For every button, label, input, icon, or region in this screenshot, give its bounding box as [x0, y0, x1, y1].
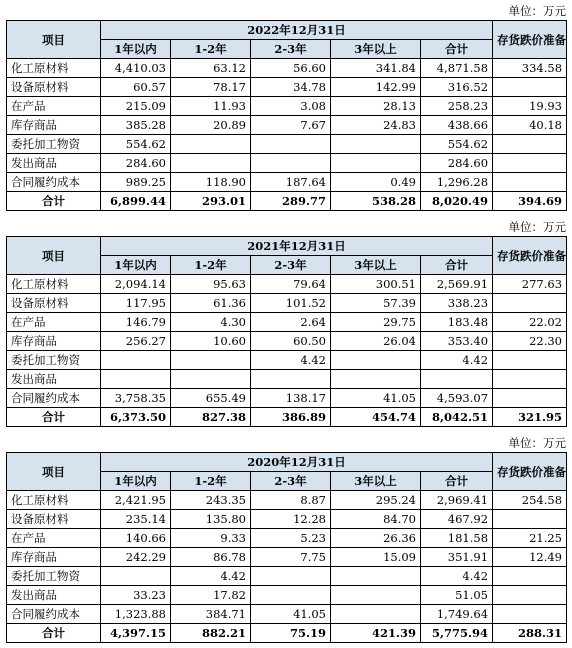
cell-provision: 254.58 [493, 491, 567, 510]
cell-value [101, 370, 171, 389]
total-value: 882.21 [171, 624, 251, 643]
total-provision: 394.69 [493, 192, 567, 211]
cell-value: 187.64 [251, 173, 331, 192]
header-col: 1年以内 [101, 256, 171, 275]
cell-value: 2,094.14 [101, 275, 171, 294]
cell-value: 15.09 [331, 548, 421, 567]
total-label: 合计 [7, 408, 101, 427]
cell-value: 138.17 [251, 389, 331, 408]
cell-value: 2,421.95 [101, 491, 171, 510]
row-label: 发出商品 [7, 586, 101, 605]
cell-value [331, 351, 421, 370]
cell-provision [493, 370, 567, 389]
table-row [7, 97, 567, 116]
header-col: 合计 [421, 40, 493, 59]
cell-value: 181.58 [421, 529, 493, 548]
cell-provision [493, 135, 567, 154]
cell-value: 0.49 [331, 173, 421, 192]
cell-value: 4,410.03 [101, 59, 171, 78]
header-col: 3年以上 [331, 40, 421, 59]
total-row [7, 408, 567, 427]
header-date: 2021年12月31日 [101, 237, 493, 256]
cell-value: 4.42 [421, 351, 493, 370]
cell-value: 34.78 [251, 78, 331, 97]
header-col: 3年以上 [331, 472, 421, 491]
cell-value: 142.99 [331, 78, 421, 97]
total-label: 合计 [7, 624, 101, 643]
cell-value: 284.60 [101, 154, 171, 173]
header-row [7, 237, 567, 256]
cell-value [171, 154, 251, 173]
cell-value: 1,749.64 [421, 605, 493, 624]
cell-value [101, 567, 171, 586]
cell-value: 5.23 [251, 529, 331, 548]
row-label: 化工原材料 [7, 275, 101, 294]
cell-provision [493, 567, 567, 586]
cell-value: 101.52 [251, 294, 331, 313]
cell-value: 1,296.28 [421, 173, 493, 192]
table-row [7, 548, 567, 567]
row-label: 化工原材料 [7, 59, 101, 78]
cell-value: 41.05 [331, 389, 421, 408]
cell-value: 385.28 [101, 116, 171, 135]
cell-value: 2,969.41 [421, 491, 493, 510]
table-row [7, 605, 567, 624]
cell-value: 467.92 [421, 510, 493, 529]
row-label: 库存商品 [7, 116, 101, 135]
row-label: 合同履约成本 [7, 389, 101, 408]
header-date: 2022年12月31日 [101, 21, 493, 40]
cell-provision: 21.25 [493, 529, 567, 548]
header-col: 2-3年 [251, 40, 331, 59]
cell-provision [493, 173, 567, 192]
cell-provision [493, 389, 567, 408]
table-row [7, 59, 567, 78]
table-row [7, 116, 567, 135]
cell-value: 353.40 [421, 332, 493, 351]
table-row [7, 332, 567, 351]
cell-value: 4.42 [251, 351, 331, 370]
cell-value: 29.75 [331, 313, 421, 332]
cell-value [331, 135, 421, 154]
total-value: 75.19 [251, 624, 331, 643]
cell-value: 7.75 [251, 548, 331, 567]
row-label: 化工原材料 [7, 491, 101, 510]
cell-value: 17.82 [171, 586, 251, 605]
cell-value: 4.42 [421, 567, 493, 586]
header-provision: 存货跌价准备 [493, 237, 567, 275]
cell-value: 57.39 [331, 294, 421, 313]
cell-value: 26.04 [331, 332, 421, 351]
cell-provision: 334.58 [493, 59, 567, 78]
table-row [7, 275, 567, 294]
cell-value: 41.05 [251, 605, 331, 624]
row-label: 合同履约成本 [7, 605, 101, 624]
cell-value: 242.29 [101, 548, 171, 567]
cell-value: 2.64 [251, 313, 331, 332]
cell-provision [493, 586, 567, 605]
cell-value: 554.62 [101, 135, 171, 154]
cell-value: 63.12 [171, 59, 251, 78]
row-label: 在产品 [7, 529, 101, 548]
cell-value: 258.23 [421, 97, 493, 116]
cell-value: 3,758.35 [101, 389, 171, 408]
table-row [7, 351, 567, 370]
cell-value: 554.62 [421, 135, 493, 154]
cell-value: 28.13 [331, 97, 421, 116]
cell-value: 118.90 [171, 173, 251, 192]
cell-value: 3.08 [251, 97, 331, 116]
header-col: 1年以内 [101, 40, 171, 59]
header-row [7, 453, 567, 472]
cell-provision [493, 154, 567, 173]
cell-value: 79.64 [251, 275, 331, 294]
table-row [7, 78, 567, 97]
cell-value [251, 586, 331, 605]
row-label: 设备原材料 [7, 510, 101, 529]
total-row [7, 192, 567, 211]
table-row [7, 491, 567, 510]
header-item: 项目 [7, 21, 101, 59]
table-row [7, 567, 567, 586]
cell-provision: 40.18 [493, 116, 567, 135]
cell-value [101, 351, 171, 370]
total-provision: 321.95 [493, 408, 567, 427]
table-row [7, 389, 567, 408]
cell-value: 140.66 [101, 529, 171, 548]
total-value: 5,775.94 [421, 624, 493, 643]
cell-provision: 22.30 [493, 332, 567, 351]
cell-value: 4,871.58 [421, 59, 493, 78]
cell-value: 86.78 [171, 548, 251, 567]
cell-value: 60.57 [101, 78, 171, 97]
cell-value: 243.35 [171, 491, 251, 510]
cell-provision [493, 351, 567, 370]
table-row [7, 135, 567, 154]
cell-value: 235.14 [101, 510, 171, 529]
cell-value: 256.27 [101, 332, 171, 351]
cell-value: 2,569.91 [421, 275, 493, 294]
cell-value: 84.70 [331, 510, 421, 529]
table-row [7, 510, 567, 529]
cell-value: 51.05 [421, 586, 493, 605]
table-row [7, 173, 567, 192]
total-value: 454.74 [331, 408, 421, 427]
cell-value: 56.60 [251, 59, 331, 78]
row-label: 设备原材料 [7, 294, 101, 313]
cell-value [251, 154, 331, 173]
table-row [7, 370, 567, 389]
total-value: 827.38 [171, 408, 251, 427]
unit-label: 单位：万元 [508, 4, 566, 18]
inventory-aging-block [6, 436, 566, 648]
header-col: 2-3年 [251, 256, 331, 275]
row-label: 发出商品 [7, 154, 101, 173]
inventory-aging-table [6, 236, 567, 427]
total-value: 6,373.50 [101, 408, 171, 427]
cell-value: 438.66 [421, 116, 493, 135]
cell-value: 117.95 [101, 294, 171, 313]
row-label: 委托加工物资 [7, 135, 101, 154]
cell-value: 95.63 [171, 275, 251, 294]
cell-value: 1,323.88 [101, 605, 171, 624]
inventory-aging-table [6, 20, 567, 211]
cell-value: 4.42 [171, 567, 251, 586]
cell-value: 384.71 [171, 605, 251, 624]
total-value: 8,042.51 [421, 408, 493, 427]
row-label: 库存商品 [7, 332, 101, 351]
total-value: 289.77 [251, 192, 331, 211]
header-col: 2-3年 [251, 472, 331, 491]
cell-value: 295.24 [331, 491, 421, 510]
header-col: 合计 [421, 256, 493, 275]
total-value: 6,899.44 [101, 192, 171, 211]
total-value: 386.89 [251, 408, 331, 427]
table-row [7, 294, 567, 313]
row-label: 合同履约成本 [7, 173, 101, 192]
table-row [7, 529, 567, 548]
row-label: 委托加工物资 [7, 567, 101, 586]
header-col: 合计 [421, 472, 493, 491]
row-label: 库存商品 [7, 548, 101, 567]
header-col: 1-2年 [171, 472, 251, 491]
header-row [7, 21, 567, 40]
cell-value [171, 370, 251, 389]
cell-value: 11.93 [171, 97, 251, 116]
inventory-aging-table [6, 452, 567, 643]
total-label: 合计 [7, 192, 101, 211]
total-value: 538.28 [331, 192, 421, 211]
table-row [7, 586, 567, 605]
cell-value: 655.49 [171, 389, 251, 408]
cell-value: 10.60 [171, 332, 251, 351]
unit-label: 单位：万元 [508, 436, 566, 450]
cell-value: 300.51 [331, 275, 421, 294]
cell-value: 183.48 [421, 313, 493, 332]
cell-value: 26.36 [331, 529, 421, 548]
cell-provision: 12.49 [493, 548, 567, 567]
cell-provision [493, 294, 567, 313]
header-col: 3年以上 [331, 256, 421, 275]
cell-provision: 19.93 [493, 97, 567, 116]
cell-value: 20.89 [171, 116, 251, 135]
header-provision: 存货跌价准备 [493, 453, 567, 491]
total-value: 421.39 [331, 624, 421, 643]
row-label: 委托加工物资 [7, 351, 101, 370]
table-row [7, 313, 567, 332]
cell-value [171, 135, 251, 154]
cell-value: 215.09 [101, 97, 171, 116]
cell-value [331, 605, 421, 624]
cell-provision: 22.02 [493, 313, 567, 332]
cell-value [331, 567, 421, 586]
cell-value: 284.60 [421, 154, 493, 173]
cell-value: 4,593.07 [421, 389, 493, 408]
unit-label: 单位：万元 [508, 220, 566, 234]
cell-provision [493, 78, 567, 97]
cell-value: 60.50 [251, 332, 331, 351]
cell-value [331, 154, 421, 173]
header-date: 2020年12月31日 [101, 453, 493, 472]
cell-value: 33.23 [101, 586, 171, 605]
row-label: 设备原材料 [7, 78, 101, 97]
cell-provision [493, 605, 567, 624]
cell-provision: 277.63 [493, 275, 567, 294]
cell-value [171, 351, 251, 370]
header-provision: 存货跌价准备 [493, 21, 567, 59]
header-item: 项目 [7, 237, 101, 275]
cell-value: 24.83 [331, 116, 421, 135]
cell-value [251, 135, 331, 154]
cell-value: 12.28 [251, 510, 331, 529]
cell-value: 135.80 [171, 510, 251, 529]
cell-value: 146.79 [101, 313, 171, 332]
cell-provision [493, 510, 567, 529]
cell-value [251, 370, 331, 389]
header-col: 1-2年 [171, 256, 251, 275]
total-provision: 288.31 [493, 624, 567, 643]
table-row [7, 154, 567, 173]
cell-value: 4.30 [171, 313, 251, 332]
total-value: 293.01 [171, 192, 251, 211]
total-value: 8,020.49 [421, 192, 493, 211]
cell-value: 9.33 [171, 529, 251, 548]
cell-value [331, 586, 421, 605]
header-col: 1年以内 [101, 472, 171, 491]
cell-value: 8.87 [251, 491, 331, 510]
cell-value: 78.17 [171, 78, 251, 97]
total-value: 4,397.15 [101, 624, 171, 643]
cell-value: 338.23 [421, 294, 493, 313]
header-col: 1-2年 [171, 40, 251, 59]
cell-value: 989.25 [101, 173, 171, 192]
cell-value: 7.67 [251, 116, 331, 135]
cell-value: 316.52 [421, 78, 493, 97]
row-label: 发出商品 [7, 370, 101, 389]
cell-value: 61.36 [171, 294, 251, 313]
cell-value [331, 370, 421, 389]
cell-value [421, 370, 493, 389]
row-label: 在产品 [7, 313, 101, 332]
inventory-aging-block [6, 220, 566, 432]
cell-value: 341.84 [331, 59, 421, 78]
cell-value: 351.91 [421, 548, 493, 567]
row-label: 在产品 [7, 97, 101, 116]
cell-value [251, 567, 331, 586]
header-item: 项目 [7, 453, 101, 491]
inventory-aging-block [6, 4, 566, 216]
